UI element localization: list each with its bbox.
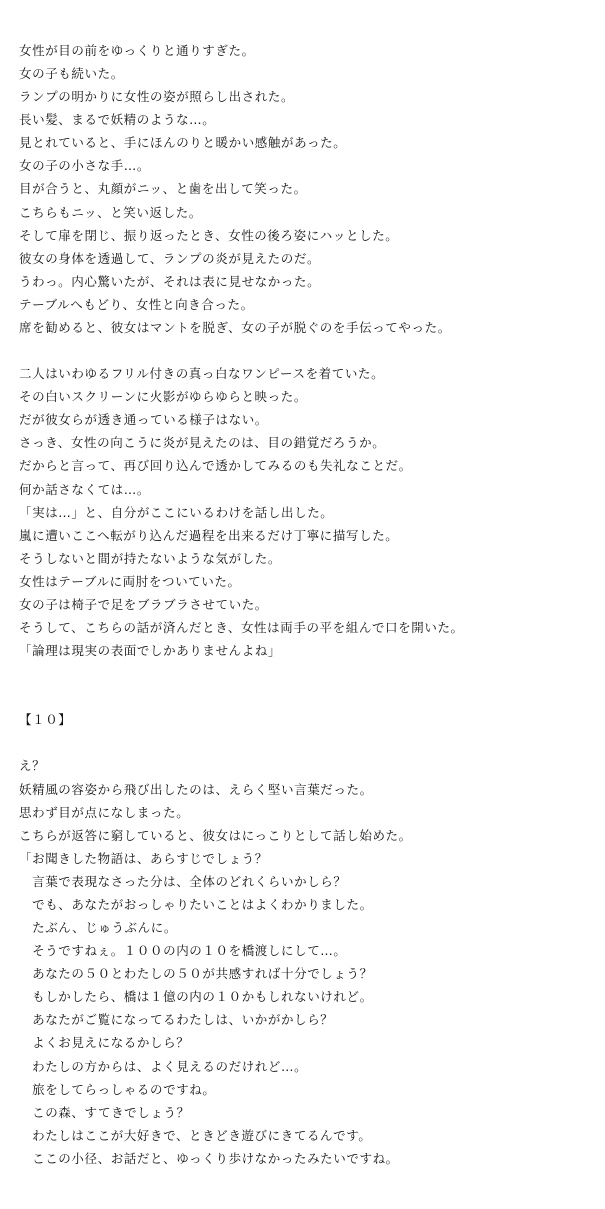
text-line: 席を勧めると、彼女はマントを脱ぎ、女の子が脱ぐのを手伝ってやった。: [19, 320, 451, 335]
text-line: え？: [19, 758, 46, 773]
text-line: うわっ。内心驚いたが、それは表に見せなかった。: [19, 274, 321, 289]
text-line: 女性が目の前をゆっくりと通りすぎた。: [19, 43, 255, 58]
text-line: だが彼女らが透き通っている様子はない。: [19, 412, 268, 427]
text-line: もしかしたら、橋は１億の内の１０かもしれないけれど。: [19, 989, 373, 1004]
text-line: 女性はテーブルに両肘をついていた。: [19, 574, 241, 589]
section-heading: 【１０】: [19, 712, 72, 727]
text-line: あなたの５０とわたしの５０が共感すれば十分でしょう？: [19, 966, 373, 981]
text-line: 彼女の身体を透過して、ランプの炎が見えたのだ。: [19, 251, 321, 266]
text-line: さっき、女性の向こうに炎が見えたのは、目の錯覚だろうか。: [19, 435, 386, 450]
text-line: ここの小径、お話だと、ゆっくり歩けなかったみたいですね。: [19, 1151, 399, 1166]
text-line: そして扉を閉じ、振り返ったとき、女性の後ろ姿にハッとした。: [19, 228, 399, 243]
text-line: その白いスクリーンに火影がゆらゆらと映った。: [19, 389, 307, 404]
text-line: 「実は…」と、自分がここにいるわけを話し出した。: [19, 505, 334, 520]
text-line: だからと言って、再び回り込んで透かしてみるのも失礼なことだ。: [19, 458, 412, 473]
text-line: 長い髪、まるで妖精のような…。: [19, 112, 216, 127]
text-line: 言葉で表現なさった分は、全体のどれくらいかしら？: [19, 874, 347, 889]
text-line: 「論理は現実の表面でしかありませんよね」: [19, 643, 282, 658]
text-line: こちらもニッ、と笑い返した。: [19, 205, 202, 220]
text-line: 女の子も続いた。: [19, 66, 124, 81]
text-line: 妖精風の容姿から飛び出したのは、えらく堅い言葉だった。: [19, 782, 373, 797]
text-line: そうしないと間が持たないような気がした。: [19, 551, 282, 566]
text-line: 二人はいわゆるフリル付きの真っ白なワンピースを着ていた。: [19, 366, 385, 381]
text-line: でも、あなたがおっしゃりたいことはよくわかりました。: [19, 897, 373, 912]
text-line: たぶん、じゅうぶんに。: [19, 920, 177, 935]
text-line: テーブルへもどり、女性と向き合った。: [19, 297, 254, 312]
text-line: あなたがご覧になってるわたしは、いかがかしら？: [19, 1012, 334, 1027]
text-line: 何か話さなくては…。: [19, 482, 151, 497]
text-line: こちらが返答に窮していると、彼女はにっこりとして話し始めた。: [19, 828, 412, 843]
text-line: ランプの明かりに女性の姿が照らし出された。: [19, 89, 295, 104]
text-line: この森、すてきでしょう？: [19, 1105, 190, 1120]
text-line: そうですねぇ。１００の内の１０を橋渡しにして…。: [19, 943, 347, 958]
text-line: 女の子の小さな手…。: [19, 158, 151, 173]
text-line: 「お聞きした物語は、あらすじでしょう？: [19, 851, 268, 866]
text-line: 女の子は椅子で足をブラブラさせていた。: [19, 597, 268, 612]
text-line: 見とれていると、手にほんのりと暖かい感触があった。: [19, 135, 347, 150]
text-line: 思わず目が点になしまった。: [19, 805, 190, 820]
text-line: 目が合うと、丸顔がニッ、と歯を出して笑った。: [19, 181, 307, 196]
text-line: 旅をしてらっしゃるのですね。: [19, 1082, 216, 1097]
text-line: よくお見えになるかしら？: [19, 1035, 190, 1050]
text-line: 嵐に遭いここへ転がり込んだ過程を出来るだけ丁寧に描写した。: [19, 528, 399, 543]
text-line: わたしの方からは、よく見えるのだけれど…。: [19, 1059, 308, 1074]
text-line: わたしはここが大好きで、ときどき遊びにきてるんです。: [19, 1128, 372, 1143]
text-line: そうして、こちらの話が済んだとき、女性は両手の平を組んで口を開いた。: [19, 620, 464, 635]
